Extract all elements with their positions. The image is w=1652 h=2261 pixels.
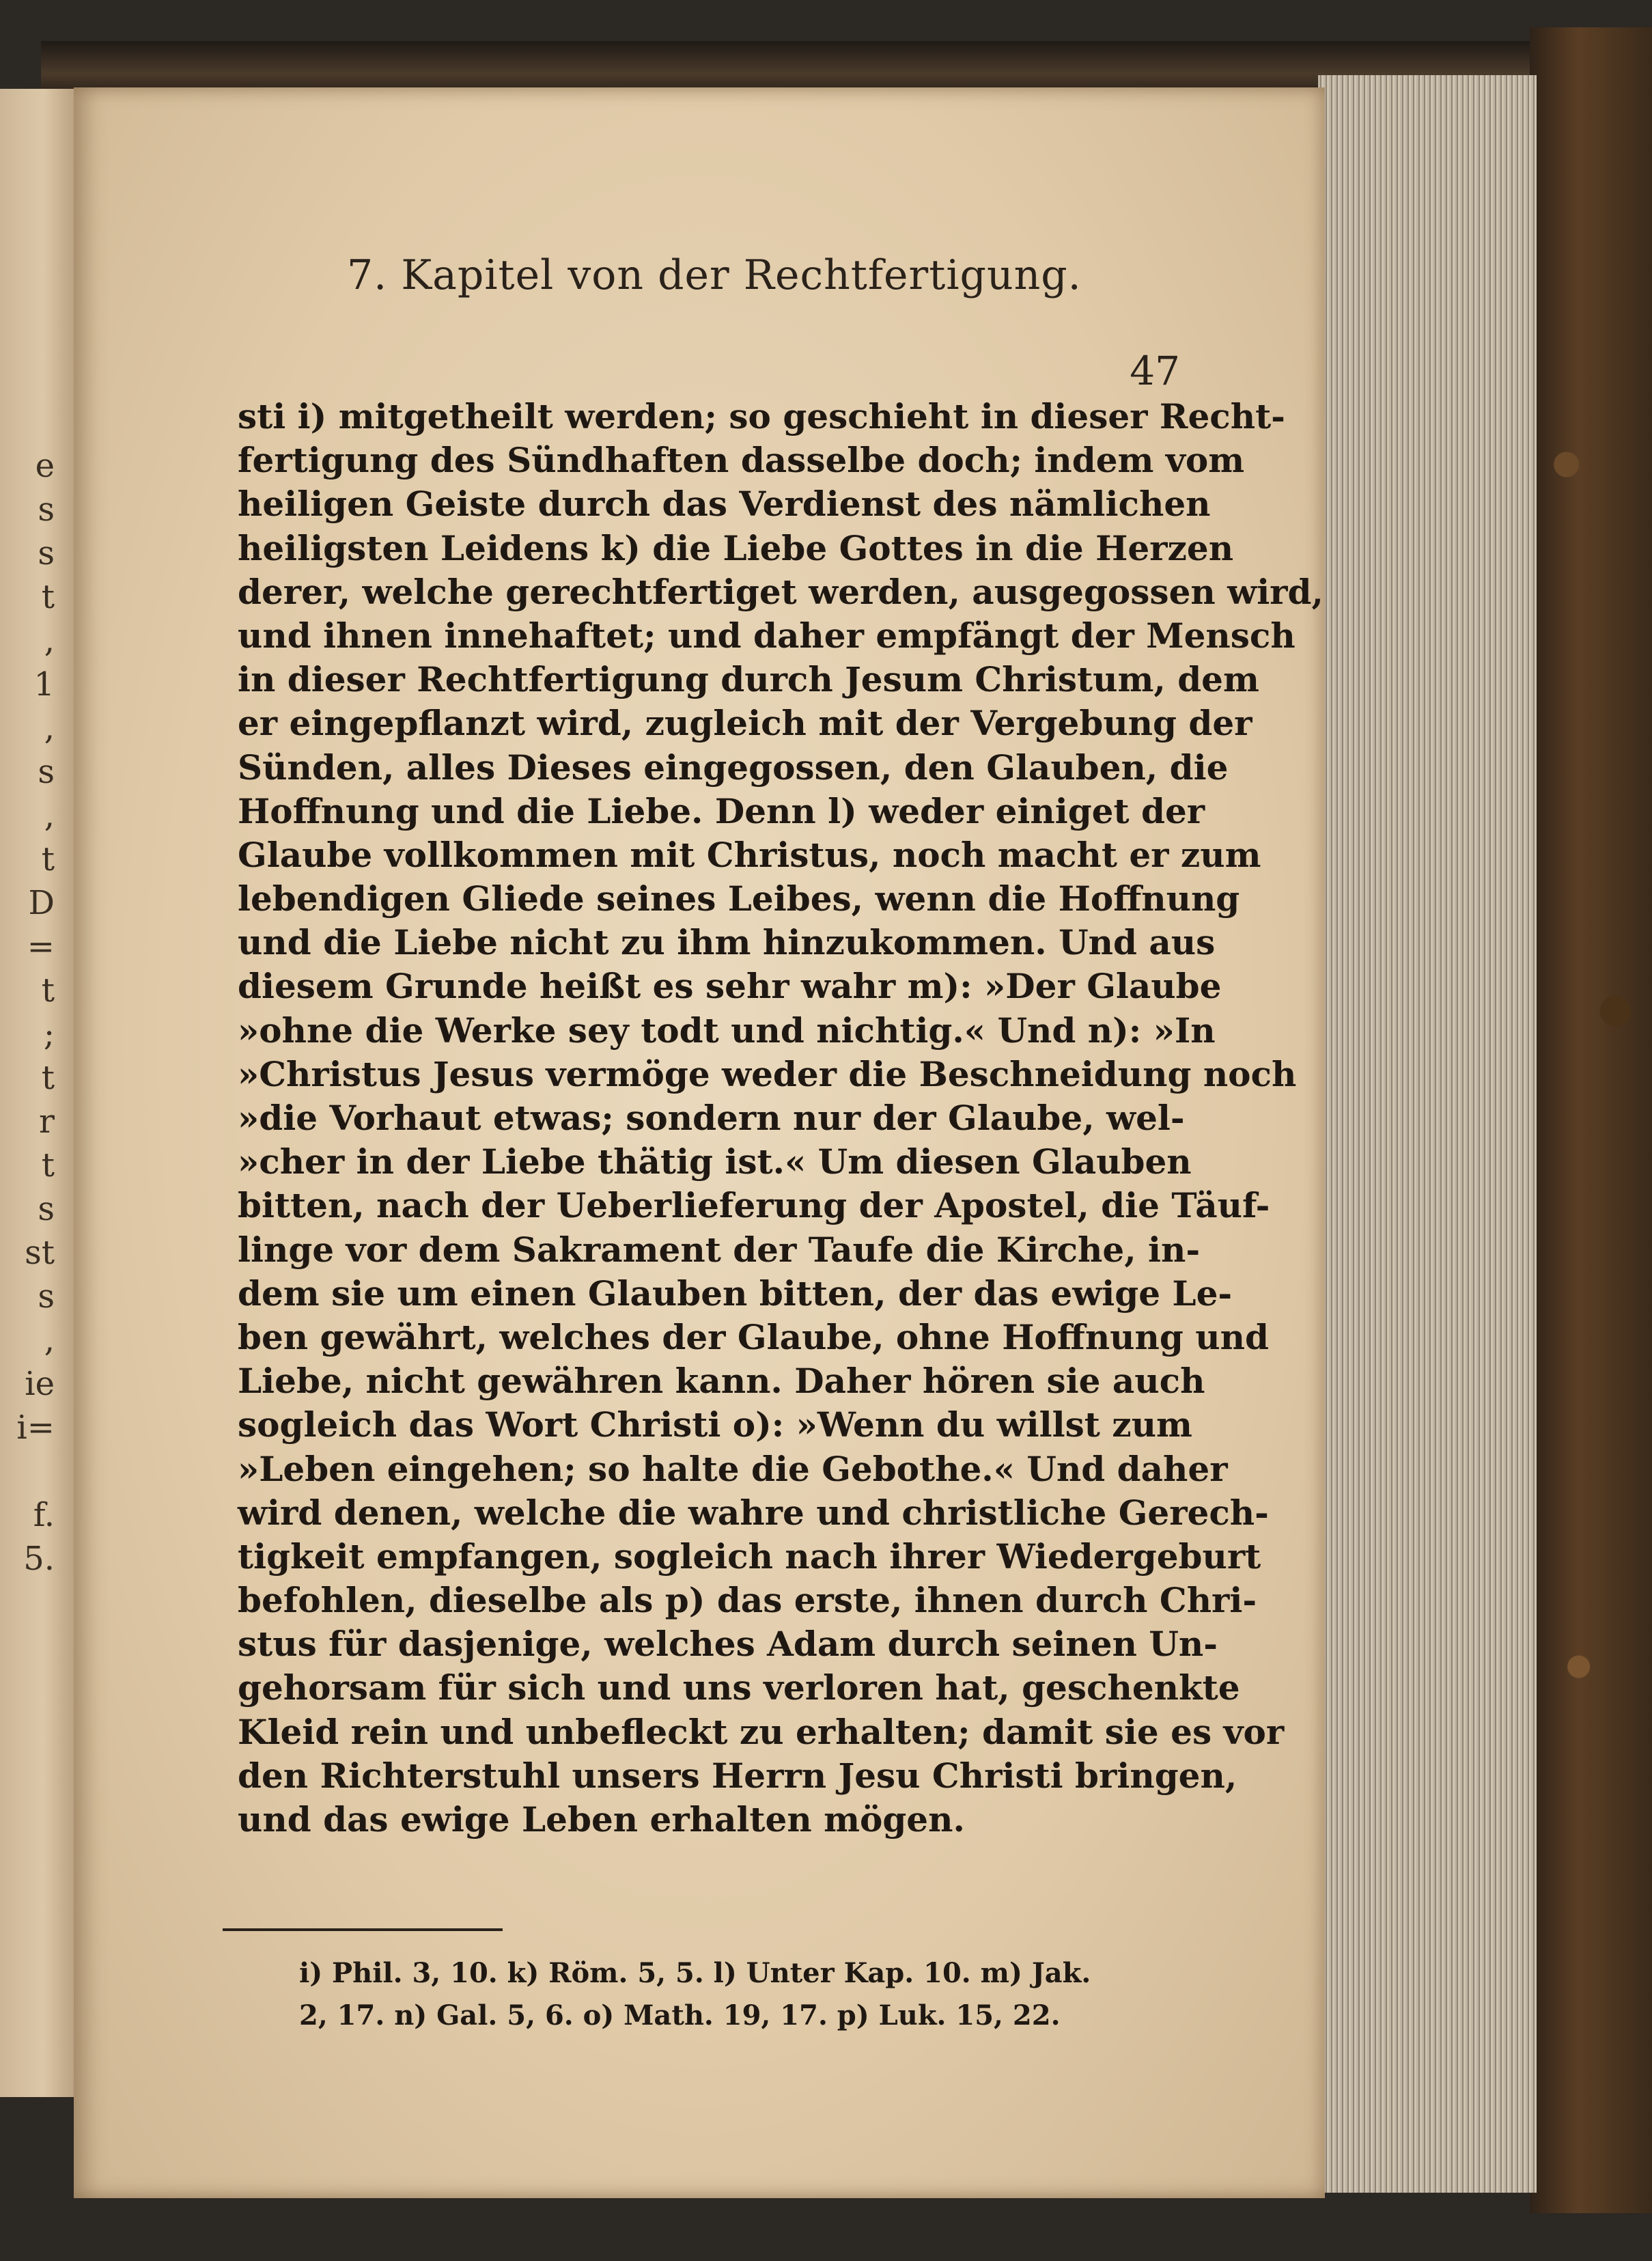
left-page-fragment: s [38, 534, 55, 572]
body-line: »cher in der Liebe thätig ist.« Um diesen Glauben [238, 1141, 1192, 1182]
body-line: er eingepflanzt wird, zugleich mit der Vergebung der [238, 703, 1252, 744]
left-page-fragment: st [25, 1234, 55, 1272]
left-page-text-fragments [0, 444, 55, 2083]
body-line: lebendigen Gliede seines Leibes, wenn die Hoffnung [238, 878, 1240, 919]
body-line: wird denen, welche die wahre und christliche Gerech- [238, 1492, 1269, 1533]
body-line: Liebe, nicht gewähren kann. Daher hören sie auch [238, 1361, 1205, 1402]
body-line: tigkeit empfangen, sogleich nach ihrer Wiedergeburt [238, 1536, 1261, 1577]
left-page-fragment: , [44, 709, 55, 747]
left-page-fragment: s [38, 490, 55, 529]
body-line: »ohne die Werke sey todt und nichtig.« Und n): »In [238, 1010, 1216, 1051]
left-page-fragment: r [39, 1102, 55, 1141]
body-line: gehorsam für sich und uns verloren hat, geschenkte [238, 1667, 1240, 1708]
footnote-divider [223, 1928, 503, 1931]
body-line: »die Vorhaut etwas; sondern nur der Glaube, wel- [238, 1098, 1185, 1138]
left-page-fragment: 5. [23, 1540, 55, 1578]
left-page-fragment: t [41, 840, 55, 878]
left-page-fragment: , [44, 796, 55, 835]
left-page-fragment: s [38, 1190, 55, 1228]
body-line: Glaube vollkommen mit Christus, noch macht er zum [238, 834, 1261, 875]
left-page-fragment: 1 [33, 665, 55, 704]
left-page-fragment: ie [25, 1365, 55, 1403]
body-line: »Christus Jesus vermöge weder die Beschneidung noch [238, 1053, 1297, 1094]
left-page-fragment [0, 1449, 55, 1493]
body-line: dem sie um einen Glauben bitten, der das ewige Le- [238, 1273, 1233, 1314]
marbled-cover-edge [1530, 27, 1652, 2213]
body-line: heiligen Geiste durch das Verdienst des nämlichen [238, 484, 1211, 525]
left-page-fragment: t [41, 1059, 55, 1097]
body-line: heiligsten Leidens k) die Liebe Gottes in die Herzen [238, 527, 1234, 568]
body-line: diesem Grunde heißt es sehr wahr m): »Der Glaube [238, 966, 1222, 1007]
body-line: und die Liebe nicht zu ihm hinzukommen. Und aus [238, 922, 1216, 963]
body-line: »Leben eingehen; so halte die Gebothe.« Und daher [238, 1448, 1228, 1489]
left-page-fragment: e [35, 447, 55, 485]
left-page-fragment: t [41, 1146, 55, 1184]
left-page-fragment: = [27, 928, 55, 966]
left-page-fragment: ; [43, 1015, 55, 1053]
body-line: fertigung des Sündhaften dasselbe doch; indem vom [238, 440, 1245, 481]
body-line: sti i) mitgetheilt werden; so geschieht in dieser Recht- [238, 396, 1285, 436]
page-block-edge [1318, 75, 1537, 2193]
left-page-fragment: t [41, 971, 55, 1010]
body-line: den Richterstuhl unsers Herrn Jesu Christi bringen, [238, 1755, 1237, 1796]
body-line: und das ewige Leben erhalten mögen. [238, 1799, 965, 1840]
left-page-fragment: f. [33, 1496, 55, 1534]
left-page-fragment: , [44, 1321, 55, 1359]
footnotes [299, 1952, 1139, 2037]
body-line: sogleich das Wort Christi o): »Wenn du willst zum [238, 1404, 1192, 1445]
running-head: 7. Kapitel von der Rechtfertigung. [347, 251, 1082, 299]
left-page-fragment: t [41, 578, 55, 616]
body-line: derer, welche gerechtfertiget werden, ausgegossen wird, [238, 571, 1324, 612]
footnote-line: 2, 17. n) Gal. 5, 6. o) Math. 19, 17. p) Luk. 15, 22. [299, 1999, 1061, 2031]
left-page-fragment: s [38, 753, 55, 791]
footnote-line: i) Phil. 3, 10. k) Röm. 5, 5. l) Unter Kap. 10. m) Jak. [299, 1957, 1091, 1989]
left-page-fragment: D [28, 884, 55, 922]
body-line: befohlen, dieselbe als p) das erste, ihnen durch Chri- [238, 1580, 1257, 1621]
left-page-fragment: i= [16, 1409, 55, 1447]
body-line: linge vor dem Sakrament der Taufe die Kirche, in- [238, 1229, 1201, 1270]
body-line: Sünden, alles Dieses eingegossen, den Glauben, die [238, 747, 1229, 788]
body-line: bitten, nach der Ueberlieferung der Apostel, die Täuf- [238, 1185, 1270, 1226]
body-line: Hoffnung und die Liebe. Denn l) weder einiget der [238, 790, 1205, 831]
body-line: und ihnen innehaftet; und daher empfängt der Mensch [238, 615, 1296, 656]
left-page-edge [0, 89, 79, 2097]
left-page-fragment: s [38, 1277, 55, 1316]
body-line: Kleid rein und unbefleckt zu erhalten; damit sie es vor [238, 1711, 1285, 1752]
body-line: ben gewährt, welches der Glaube, ohne Hoffnung und [238, 1316, 1269, 1357]
left-page-fragment: , [44, 622, 55, 660]
body-text [238, 395, 1324, 1842]
page-number: 47 [1130, 348, 1180, 394]
body-line: stus für dasjenige, welches Adam durch seinen Un- [238, 1624, 1218, 1665]
right-page [74, 87, 1325, 2198]
body-line: in dieser Rechtfertigung durch Jesum Christum, dem [238, 659, 1259, 700]
